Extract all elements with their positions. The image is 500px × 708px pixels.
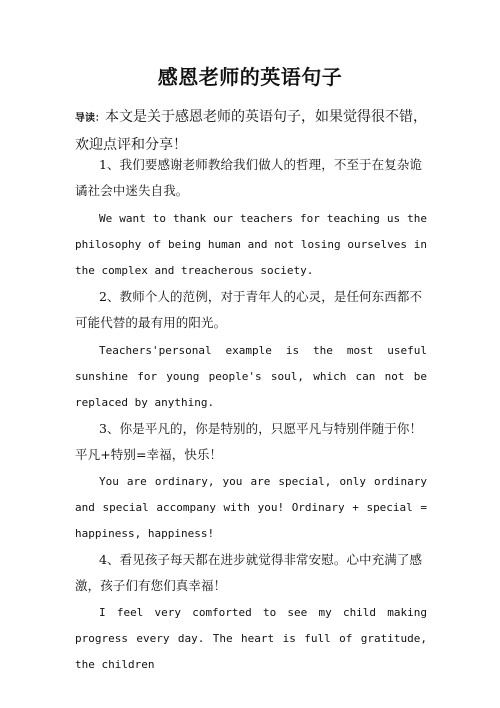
- paragraph-2-zh: 2、教师个人的范例，对于青年人的心灵，是任何东西都不可能代替的最有用的阳光。: [75, 289, 423, 330]
- paragraph-4-en: I feel very comforted to see my child making progress every day. The heart is full of gratitude, the children: [75, 606, 427, 671]
- paragraph-3-zh: 3、你是平凡的，你是特别的，只愿平凡与特别伴随于你！平凡+特别=幸福，快乐！: [75, 421, 423, 462]
- intro-label: 导读：: [75, 113, 105, 124]
- paragraph-1-zh: 1、我们要感谢老师教给我们做人的哲理，不至于在复杂诡谲社会中迷失自我。: [75, 157, 423, 198]
- paragraph-1-en: We want to thank our teachers for teaching us the philosophy of being human and not losing ourselves in the complex and treacherous society.: [75, 212, 427, 277]
- paragraph-4-zh: 4、看见孩子每天都在进步就觉得非常安慰。心中充满了感激，孩子们有您们真幸福！: [75, 552, 423, 593]
- intro-paragraph: [75, 104, 427, 158]
- paragraph-3-en: You are ordinary, you are special, only ordinary and special accompany with you! Ordinary + special = happiness, happiness!: [75, 475, 427, 540]
- document-title: 感恩老师的英语句子: [157, 65, 343, 89]
- intro-text: 本文是关于感恩老师的英语句子，如果觉得很不错，欢迎点评和分享！: [75, 109, 427, 153]
- paragraph-2-en: Teachers'personal example is the most useful sunshine for young people's soul, which can not be replaced by anything.: [75, 344, 427, 409]
